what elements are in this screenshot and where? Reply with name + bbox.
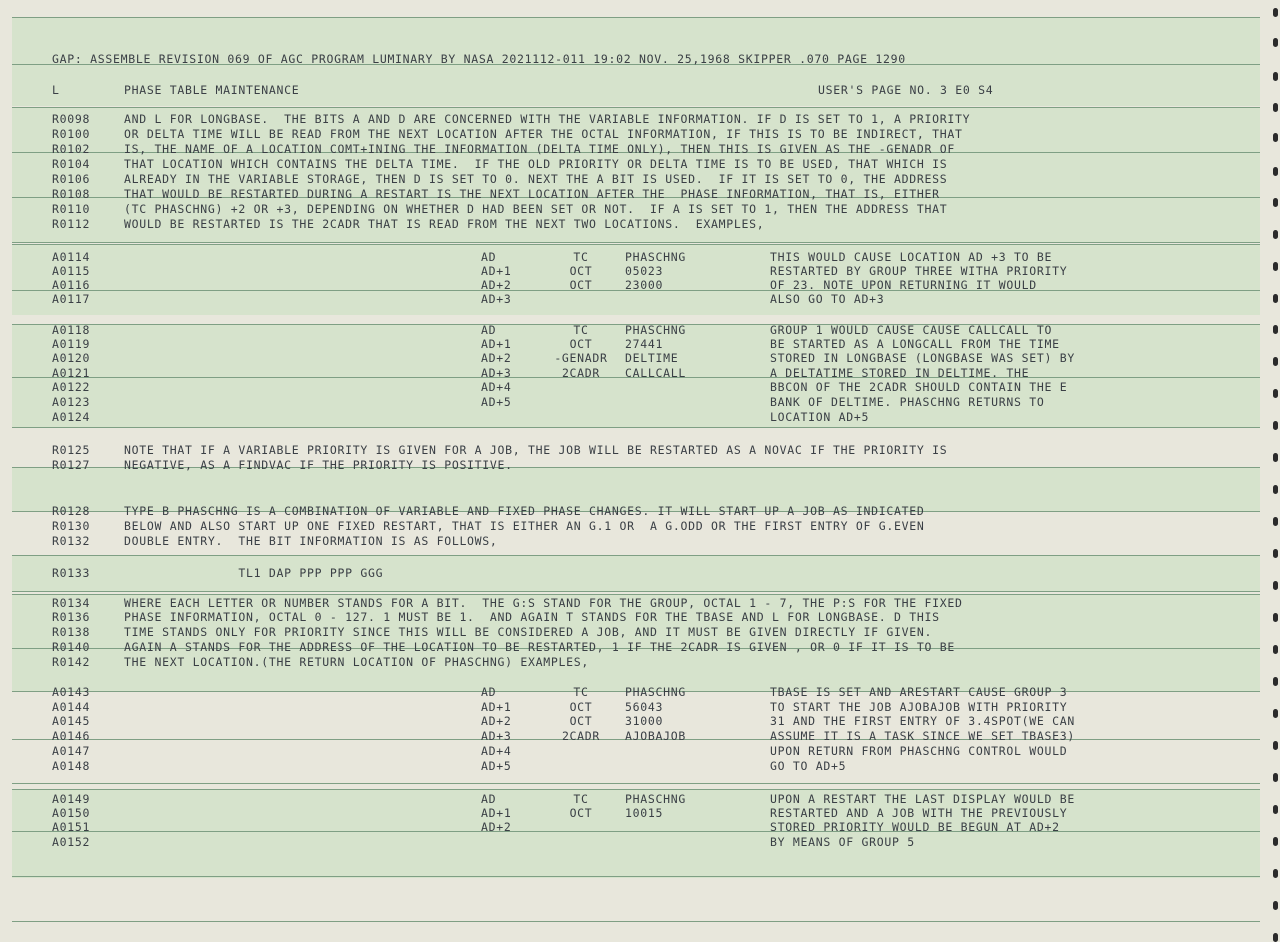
listing-line bbox=[0, 566, 1280, 581]
users-page-number: USER'S PAGE NO. 3 E0 S4 bbox=[818, 83, 994, 97]
operand-field: PHASCHNG bbox=[625, 323, 686, 337]
line-label: A0148 bbox=[52, 759, 91, 773]
comment-field: GROUP 1 WOULD CAUSE CAUSE CALLCALL TO bbox=[770, 323, 1053, 337]
location-field: AD+5 bbox=[481, 395, 512, 409]
opcode-field: OCT bbox=[569, 264, 593, 278]
line-text: DOUBLE ENTRY. THE BIT INFORMATION IS AS FOLLOWS, bbox=[124, 534, 498, 548]
opcode-field: TC bbox=[573, 792, 589, 806]
ruled-line bbox=[12, 591, 1260, 592]
subheader-row bbox=[0, 83, 1280, 98]
line-text: TL1 DAP PPP PPP GGG bbox=[124, 566, 384, 580]
comment-field: STORED IN LONGBASE (LONGBASE WAS SET) BY bbox=[770, 351, 1075, 365]
comment-field: BY MEANS OF GROUP 5 bbox=[770, 835, 915, 849]
opcode-field: OCT bbox=[569, 700, 593, 714]
line-text: IS, THE NAME OF A LOCATION COMT+INING THE INFORMATION (DELTA TIME ONLY), THEN THIS IS GIVEN AS THE -GENADR OF bbox=[124, 142, 955, 156]
line-label: A0143 bbox=[52, 685, 91, 699]
page-header-line: GAP: ASSEMBLE REVISION 069 OF AGC PROGRAM LUMINARY BY NASA 2021112-011 19:02 NOV. 25,1968 SKIPPER .070 PAGE 1290 bbox=[52, 52, 906, 66]
line-text: (TC PHASCHNG) +2 OR +3, DEPENDING ON WHETHER D HAD BEEN SET OR NOT. IF A IS SET TO 1, THEN THE ADDRESS THAT bbox=[124, 202, 948, 216]
line-label: R0125 bbox=[52, 443, 91, 457]
listing-line bbox=[0, 458, 1280, 473]
feed-hole bbox=[1273, 517, 1278, 526]
comment-field: ASSUME IT IS A TASK SINCE WE SET TBASE3) bbox=[770, 729, 1075, 743]
opcode-field: 2CADR bbox=[561, 366, 601, 380]
line-label: A0145 bbox=[52, 714, 91, 728]
listing-line bbox=[0, 278, 1280, 293]
line-label: R0133 bbox=[52, 566, 91, 580]
line-text: NEGATIVE, AS A FINDVAC IF THE PRIORITY IS POSITIVE. bbox=[124, 458, 513, 472]
opcode-field: OCT bbox=[569, 278, 593, 292]
location-field: AD+1 bbox=[481, 337, 512, 351]
line-text: NOTE THAT IF A VARIABLE PRIORITY IS GIVEN FOR A JOB, THE JOB WILL BE RESTARTED AS A NOVAC IF THE PRIORITY IS bbox=[124, 443, 948, 457]
listing-line bbox=[0, 202, 1280, 217]
location-field: AD+4 bbox=[481, 380, 512, 394]
operand-field: CALLCALL bbox=[625, 366, 686, 380]
listing-line bbox=[0, 820, 1280, 835]
feed-hole bbox=[1273, 103, 1278, 112]
location-field: AD+2 bbox=[481, 820, 512, 834]
line-label: R0106 bbox=[52, 172, 91, 186]
operand-field: DELTIME bbox=[625, 351, 679, 365]
line-text: THE NEXT LOCATION.(THE RETURN LOCATION OF PHASCHNG) EXAMPLES, bbox=[124, 655, 590, 669]
comment-field: THIS WOULD CAUSE LOCATION AD +3 TO BE bbox=[770, 250, 1053, 264]
listing-line bbox=[0, 759, 1280, 774]
listing-line bbox=[0, 395, 1280, 410]
line-text: TIME STANDS ONLY FOR PRIORITY SINCE THIS WILL BE CONSIDERED A JOB, AND IT MUST BE GIVEN DIRECTLY IF GIVEN. bbox=[124, 625, 933, 639]
ruled-line bbox=[12, 555, 1260, 556]
operand-field: 10015 bbox=[625, 806, 664, 820]
comment-field: LOCATION AD+5 bbox=[770, 410, 870, 424]
line-text: WHERE EACH LETTER OR NUMBER STANDS FOR A BIT. THE G:S STAND FOR THE GROUP, OCTAL 1 - 7, THE P:S FOR THE FIXED bbox=[124, 596, 963, 610]
listing-line bbox=[0, 351, 1280, 366]
listing-line bbox=[0, 729, 1280, 744]
feed-hole bbox=[1273, 901, 1278, 910]
line-label: A0121 bbox=[52, 366, 91, 380]
comment-field: UPON A RESTART THE LAST DISPLAY WOULD BE bbox=[770, 792, 1075, 806]
listing-line bbox=[0, 640, 1280, 655]
feed-hole bbox=[1273, 773, 1278, 782]
listing-line bbox=[0, 264, 1280, 279]
comment-field: BE STARTED AS A LONGCALL FROM THE TIME bbox=[770, 337, 1060, 351]
line-text: ALREADY IN THE VARIABLE STORAGE, THEN D IS SET TO 0. NEXT THE A BIT IS USED. IF IT IS SET TO 0, THE ADDRESS bbox=[124, 172, 948, 186]
comment-field: BANK OF DELTIME. PHASCHNG RETURNS TO bbox=[770, 395, 1045, 409]
listing-line bbox=[0, 337, 1280, 352]
feed-hole bbox=[1273, 294, 1278, 303]
line-label: R0132 bbox=[52, 534, 91, 548]
listing-line bbox=[0, 380, 1280, 395]
line-label: R0110 bbox=[52, 202, 91, 216]
location-field: AD+2 bbox=[481, 351, 512, 365]
listing-line bbox=[0, 610, 1280, 625]
listing-line bbox=[0, 292, 1280, 307]
line-label: A0117 bbox=[52, 292, 91, 306]
line-label: A0118 bbox=[52, 323, 91, 337]
feed-hole bbox=[1273, 357, 1278, 366]
line-label: A0144 bbox=[52, 700, 91, 714]
feed-hole bbox=[1273, 8, 1278, 17]
feed-hole bbox=[1273, 837, 1278, 846]
comment-field: A DELTATIME STORED IN DELTIME. THE bbox=[770, 366, 1030, 380]
listing-line bbox=[0, 157, 1280, 172]
operand-field: AJOBAJOB bbox=[625, 729, 686, 743]
comment-field: BBCON OF THE 2CADR SHOULD CONTAIN THE E bbox=[770, 380, 1068, 394]
line-label: A0152 bbox=[52, 835, 91, 849]
location-field: AD bbox=[481, 250, 497, 264]
listing-line bbox=[0, 806, 1280, 821]
listing-line bbox=[0, 250, 1280, 265]
comment-field: RESTARTED AND A JOB WITH THE PREVIOUSLY bbox=[770, 806, 1068, 820]
operand-field: PHASCHNG bbox=[625, 685, 686, 699]
comment-field: GO TO AD+5 bbox=[770, 759, 847, 773]
line-label: A0151 bbox=[52, 820, 91, 834]
opcode-field: 2CADR bbox=[561, 729, 601, 743]
operand-field: 05023 bbox=[625, 264, 664, 278]
line-text: THAT LOCATION WHICH CONTAINS THE DELTA TIME. IF THE OLD PRIORITY OR DELTA TIME IS TO BE USED, THAT WHICH IS bbox=[124, 157, 948, 171]
listing-line bbox=[0, 519, 1280, 534]
listing-line bbox=[0, 744, 1280, 759]
ruled-line bbox=[12, 242, 1260, 243]
feed-hole bbox=[1273, 198, 1278, 207]
feed-hole bbox=[1273, 581, 1278, 590]
line-label: A0116 bbox=[52, 278, 91, 292]
section-title: PHASE TABLE MAINTENANCE bbox=[124, 83, 300, 97]
location-field: AD+1 bbox=[481, 264, 512, 278]
comment-field: TO START THE JOB AJOBAJOB WITH PRIORITY bbox=[770, 700, 1068, 714]
line-label: R0134 bbox=[52, 596, 91, 610]
line-label: R0100 bbox=[52, 127, 91, 141]
feed-hole bbox=[1273, 741, 1278, 750]
feed-hole bbox=[1273, 133, 1278, 142]
line-text: PHASE INFORMATION, OCTAL 0 - 127. 1 MUST BE 1. AND AGAIN T STANDS FOR THE TBASE AND L FOR LONGBASE. D THIS bbox=[124, 610, 940, 624]
feed-hole bbox=[1273, 389, 1278, 398]
line-text: TYPE B PHASCHNG IS A COMBINATION OF VARIABLE AND FIXED PHASE CHANGES. IT WILL START UP A JOB AS INDICATED bbox=[124, 504, 925, 518]
opcode-field: OCT bbox=[569, 714, 593, 728]
feed-hole bbox=[1273, 869, 1278, 878]
ruled-line bbox=[12, 783, 1260, 784]
listing-line bbox=[0, 443, 1280, 458]
listing-line bbox=[0, 700, 1280, 715]
operand-field: PHASCHNG bbox=[625, 792, 686, 806]
location-field: AD+1 bbox=[481, 700, 512, 714]
ruled-line bbox=[12, 876, 1260, 877]
ruled-line bbox=[12, 427, 1260, 428]
feed-hole bbox=[1273, 453, 1278, 462]
feed-hole bbox=[1273, 230, 1278, 239]
comment-field: RESTARTED BY GROUP THREE WITHA PRIORITY bbox=[770, 264, 1068, 278]
opcode-field: TC bbox=[573, 685, 589, 699]
line-label: A0124 bbox=[52, 410, 91, 424]
operand-field: 56043 bbox=[625, 700, 664, 714]
opcode-field: OCT bbox=[569, 806, 593, 820]
line-label: A0149 bbox=[52, 792, 91, 806]
feed-hole bbox=[1273, 485, 1278, 494]
line-label: A0115 bbox=[52, 264, 91, 278]
comment-field: STORED PRIORITY WOULD BE BEGUN AT AD+2 bbox=[770, 820, 1060, 834]
ruled-line bbox=[12, 17, 1260, 18]
comment-field: TBASE IS SET AND ARESTART CAUSE GROUP 3 bbox=[770, 685, 1068, 699]
ruled-line bbox=[12, 107, 1260, 108]
location-field: AD bbox=[481, 792, 497, 806]
line-label: R0138 bbox=[52, 625, 91, 639]
operand-field: 23000 bbox=[625, 278, 664, 292]
opcode-field: -GENADR bbox=[554, 351, 608, 365]
listing-line bbox=[0, 504, 1280, 519]
location-field: AD+3 bbox=[481, 366, 512, 380]
listing-line bbox=[0, 534, 1280, 549]
listing-line bbox=[0, 655, 1280, 670]
location-field: AD bbox=[481, 685, 497, 699]
feed-hole bbox=[1273, 549, 1278, 558]
location-field: AD bbox=[481, 323, 497, 337]
operand-field: 27441 bbox=[625, 337, 664, 351]
line-text: OR DELTA TIME WILL BE READ FROM THE NEXT LOCATION AFTER THE OCTAL INFORMATION, IF THIS IS TO BE INDIRECT, THAT bbox=[124, 127, 963, 141]
line-label: A0120 bbox=[52, 351, 91, 365]
feed-hole bbox=[1273, 613, 1278, 622]
listing-line bbox=[0, 792, 1280, 807]
listing-line bbox=[0, 596, 1280, 611]
line-label: A0122 bbox=[52, 380, 91, 394]
line-text: THAT WOULD BE RESTARTED DURING A RESTART IS THE NEXT LOCATION AFTER THE PHASE INFORMATION, THAT IS, EITHER bbox=[124, 187, 940, 201]
opcode-field: TC bbox=[573, 250, 589, 264]
feed-hole bbox=[1273, 72, 1278, 81]
listing-line bbox=[0, 323, 1280, 338]
feed-hole bbox=[1273, 805, 1278, 814]
line-label: A0146 bbox=[52, 729, 91, 743]
line-label: A0119 bbox=[52, 337, 91, 351]
line-text: AGAIN A STANDS FOR THE ADDRESS OF THE LOCATION TO BE RESTARTED, 1 IF THE 2CADR IS GIVEN , OR 0 IF IT IS TO BE bbox=[124, 640, 955, 654]
feed-hole bbox=[1273, 167, 1278, 176]
feed-hole bbox=[1273, 645, 1278, 654]
listing-line bbox=[0, 187, 1280, 202]
location-field: AD+4 bbox=[481, 744, 512, 758]
line-text: AND L FOR LONGBASE. THE BITS A AND D ARE CONCERNED WITH THE VARIABLE INFORMATION. IF D IS SET TO 1, A PRIORITY bbox=[124, 112, 971, 126]
listing-line bbox=[0, 835, 1280, 850]
feed-hole bbox=[1273, 38, 1278, 47]
operand-field: PHASCHNG bbox=[625, 250, 686, 264]
listing-line bbox=[0, 112, 1280, 127]
line-label: R0128 bbox=[52, 504, 91, 518]
line-label: A0150 bbox=[52, 806, 91, 820]
line-label: R0136 bbox=[52, 610, 91, 624]
feed-hole bbox=[1273, 933, 1278, 942]
line-text: BELOW AND ALSO START UP ONE FIXED RESTART, THAT IS EITHER AN G.1 OR A G.ODD OR THE FIRST ENTRY OF G.EVEN bbox=[124, 519, 925, 533]
header-row bbox=[0, 52, 1280, 67]
line-label: R0112 bbox=[52, 217, 91, 231]
listing-line bbox=[0, 625, 1280, 640]
line-label: R0130 bbox=[52, 519, 91, 533]
location-field: AD+5 bbox=[481, 759, 512, 773]
ruled-line bbox=[12, 594, 1260, 595]
line-label: R0108 bbox=[52, 187, 91, 201]
operand-field: 31000 bbox=[625, 714, 664, 728]
location-field: AD+3 bbox=[481, 729, 512, 743]
listing-line bbox=[0, 172, 1280, 187]
ruled-line bbox=[12, 921, 1260, 922]
listing-line bbox=[0, 366, 1280, 381]
listing-line bbox=[0, 127, 1280, 142]
feed-hole bbox=[1273, 262, 1278, 271]
line-label: A0114 bbox=[52, 250, 91, 264]
comment-field: UPON RETURN FROM PHASCHNG CONTROL WOULD bbox=[770, 744, 1068, 758]
line-label: R0127 bbox=[52, 458, 91, 472]
listing-line bbox=[0, 685, 1280, 700]
location-field: AD+2 bbox=[481, 278, 512, 292]
listing-line bbox=[0, 410, 1280, 425]
location-field: AD+2 bbox=[481, 714, 512, 728]
feed-hole bbox=[1273, 709, 1278, 718]
line-label: R0104 bbox=[52, 157, 91, 171]
location-field: AD+3 bbox=[481, 292, 512, 306]
comment-field: OF 23. NOTE UPON RETURNING IT WOULD bbox=[770, 278, 1037, 292]
feed-hole bbox=[1273, 677, 1278, 686]
listing-line bbox=[0, 714, 1280, 729]
page-label: L bbox=[52, 83, 60, 97]
line-label: R0102 bbox=[52, 142, 91, 156]
ruled-line bbox=[12, 789, 1260, 790]
feed-hole bbox=[1273, 421, 1278, 430]
opcode-field: OCT bbox=[569, 337, 593, 351]
feed-hole bbox=[1273, 325, 1278, 334]
tractor-feed-holes bbox=[1260, 0, 1280, 935]
location-field: AD+1 bbox=[481, 806, 512, 820]
listing-line bbox=[0, 142, 1280, 157]
ruled-line bbox=[12, 244, 1260, 245]
line-label: A0147 bbox=[52, 744, 91, 758]
line-label: A0123 bbox=[52, 395, 91, 409]
comment-field: 31 AND THE FIRST ENTRY OF 3.4SPOT(WE CAN bbox=[770, 714, 1075, 728]
comment-field: ALSO GO TO AD+3 bbox=[770, 292, 885, 306]
listing-line bbox=[0, 217, 1280, 232]
opcode-field: TC bbox=[573, 323, 589, 337]
line-label: R0142 bbox=[52, 655, 91, 669]
line-label: R0140 bbox=[52, 640, 91, 654]
line-text: WOULD BE RESTARTED IS THE 2CADR THAT IS READ FROM THE NEXT TWO LOCATIONS. EXAMPLES, bbox=[124, 217, 765, 231]
line-label: R0098 bbox=[52, 112, 91, 126]
